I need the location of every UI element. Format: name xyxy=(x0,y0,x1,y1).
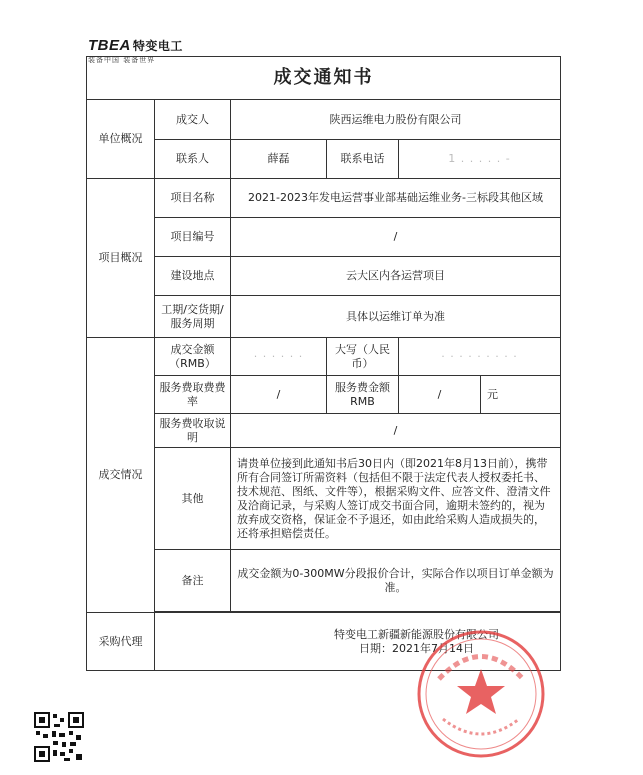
fee-desc-label: 服务费收取说明 xyxy=(155,414,231,448)
period-value: 具体以运维订单为准 xyxy=(231,296,561,338)
section-deal: 成交情况 xyxy=(87,338,155,613)
section-unit: 单位概况 xyxy=(87,100,155,179)
fee-unit: 元 xyxy=(481,376,561,414)
upper-value: · · · · · · · · · xyxy=(399,338,561,376)
fee-amount-label: 服务费金额RMB xyxy=(327,376,399,414)
winner-label: 成交人 xyxy=(155,100,231,140)
phone-value: 1 . . . . . - xyxy=(399,140,561,179)
section-project: 项目概况 xyxy=(87,179,155,338)
winner-value: 陕西运维电力股份有限公司 xyxy=(231,100,561,140)
fee-amount-value: / xyxy=(399,376,481,414)
section-agent: 采购代理 xyxy=(87,613,155,671)
period-label: 工期/交货期/服务周期 xyxy=(155,296,231,338)
contact-label: 联系人 xyxy=(155,140,231,179)
amount-value: · · · · · · xyxy=(231,338,327,376)
project-number-label: 项目编号 xyxy=(155,218,231,257)
qr-code xyxy=(34,712,84,762)
amount-label: 成交金额（RMB） xyxy=(155,338,231,376)
logo-brand-cn: 特变电工 xyxy=(132,39,183,53)
logo-brand: TBEA xyxy=(88,37,131,54)
remark-label: 备注 xyxy=(155,550,231,612)
phone-label: 联系电话 xyxy=(327,140,399,179)
fee-rate-value: / xyxy=(231,376,327,414)
remark-value: 成交金额为0-300MW分段报价合计，实际合作以项目订单金额为准。 xyxy=(231,550,561,612)
agent-block xyxy=(155,613,561,671)
agent-company: 特变电工新疆新能源股份有限公司 xyxy=(334,627,499,641)
fee-desc-value: / xyxy=(231,414,561,448)
project-name-label: 项目名称 xyxy=(155,179,231,218)
fee-rate-label: 服务费取费费率 xyxy=(155,376,231,414)
other-value: 请贵单位接到此通知书后30日内（即2021年8月13日前），携带所有合同签订所需资料（包括但不限于法定代表人授权委托书、技术规范、图纸、文件等），根据采购文件、应答文件、澄清文件及洽商记录，与采购人签订成交书面合同，逾期未签约的，视为放弃成交资格，保证金不予退还，如由此给采购人造成损失的，还将承担赔偿责任。 xyxy=(231,448,561,550)
page-title: 成交通知书 xyxy=(87,57,561,100)
project-number-value: / xyxy=(231,218,561,257)
agent-date: 日期：2021年7月14日 xyxy=(359,641,474,655)
upper-label: 大写（人民币） xyxy=(327,338,399,376)
notice-table xyxy=(86,56,561,671)
contact-value: 薛磊 xyxy=(231,140,327,179)
project-name-value: 2021-2023年发电运营事业部基础运维业务-三标段其他区域 xyxy=(231,179,561,218)
logo-slogan: 装备中国 装备世界 xyxy=(88,56,156,64)
location-value: 云大区内各运营项目 xyxy=(231,257,561,296)
location-label: 建设地点 xyxy=(155,257,231,296)
other-label: 其他 xyxy=(155,448,231,550)
